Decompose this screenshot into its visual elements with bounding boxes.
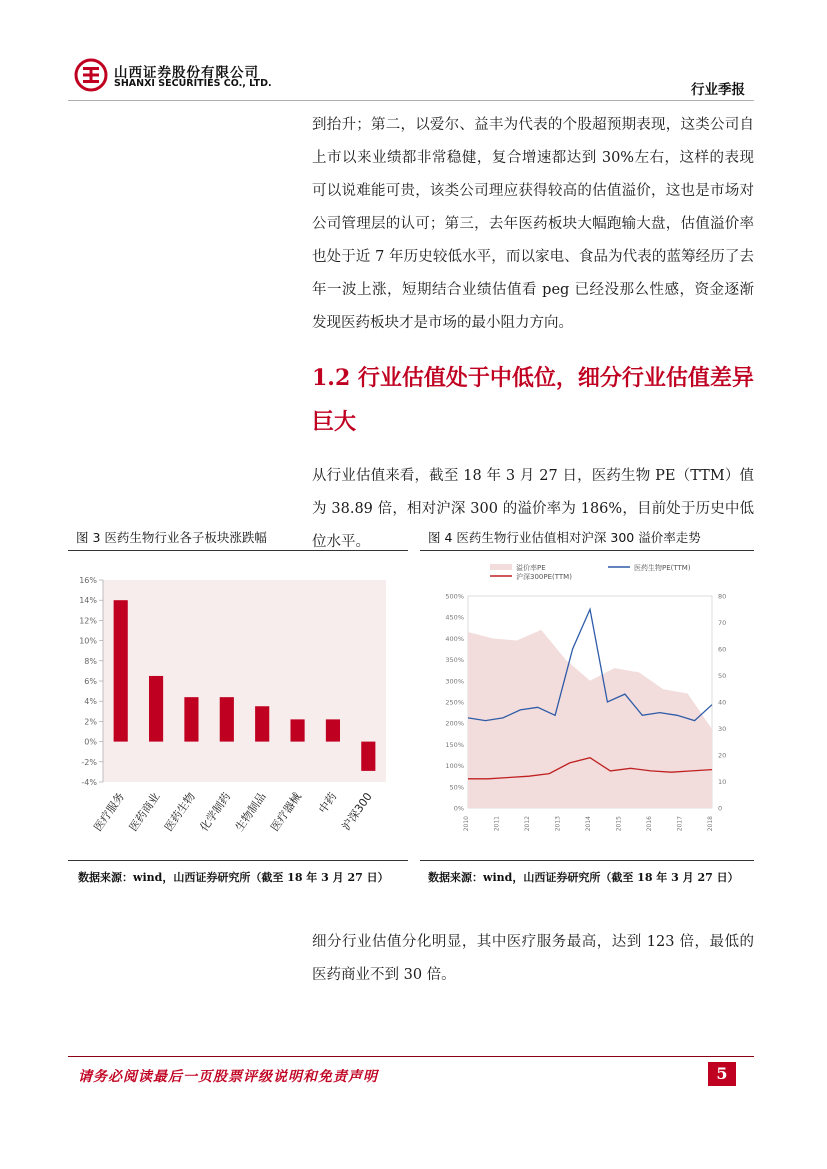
bar <box>149 676 163 742</box>
company-name-en: SHANXI SECURITIES CO., LTD. <box>114 78 272 89</box>
right-tick-label: 10 <box>718 778 727 786</box>
x-tick-label: 生物制品 <box>232 790 269 834</box>
right-tick-label: 50 <box>718 672 727 680</box>
figure4-bottom-rule <box>420 860 754 861</box>
y-tick-label: -4% <box>81 778 97 787</box>
left-tick-label: 400% <box>445 634 464 643</box>
left-tick-label: 250% <box>445 698 464 707</box>
left-tick-label: 0% <box>453 804 464 813</box>
right-tick-label: 30 <box>718 725 727 733</box>
x-tick-label: 2016 <box>646 816 653 832</box>
x-tick-label: 化学制药 <box>197 790 234 834</box>
left-tick-label: 200% <box>445 719 464 728</box>
x-tick-label: 2012 <box>524 816 531 832</box>
right-tick-label: 20 <box>718 751 727 760</box>
left-tick-label: 500% <box>445 592 464 601</box>
x-tick-label: 2014 <box>585 816 592 832</box>
y-tick-label: 10% <box>79 636 97 646</box>
left-tick-label: 300% <box>445 677 464 686</box>
x-tick-label: 2015 <box>615 816 623 832</box>
legend-swatch <box>490 564 512 570</box>
right-tick-label: 0 <box>718 804 723 813</box>
y-tick-label: 0% <box>84 737 97 747</box>
page-number: 5 <box>708 1062 736 1086</box>
left-tick-label: 350% <box>445 656 464 665</box>
y-tick-label: 16% <box>79 576 97 585</box>
bar <box>290 719 304 741</box>
header-divider <box>68 100 754 101</box>
footer-divider <box>68 1056 754 1057</box>
x-tick-label: 2010 <box>463 816 470 832</box>
figure4-title: 图 4 医药生物行业估值相对沪深 300 溢价率走势 <box>428 530 701 545</box>
legend-label: 沪深300PE(TTM) <box>516 573 572 581</box>
left-tick-label: 100% <box>445 762 464 771</box>
report-type: 行业季报 <box>691 82 745 98</box>
figure3-top-rule <box>68 550 408 551</box>
x-tick-label: 2013 <box>554 816 562 832</box>
y-tick-label: 2% <box>84 717 97 727</box>
figure3-source: 数据来源：wind，山西证券研究所（截至 18 年 3 月 27 日） <box>78 871 389 884</box>
right-tick-label: 70 <box>718 619 727 627</box>
bar <box>326 719 340 741</box>
bar <box>361 742 375 771</box>
legend-label: 溢价率PE <box>516 564 546 572</box>
plot-background <box>103 580 386 782</box>
y-tick-label: 14% <box>79 596 97 606</box>
section-heading: 1.2 行业估值处于中低位，细分行业估值差异巨大 <box>312 365 754 435</box>
y-tick-label: 4% <box>84 697 97 707</box>
x-tick-label: 2011 <box>493 816 501 832</box>
body-paragraph-1: 到抬升；第二，以爱尔、益丰为代表的个股超预期表现，这类公司自上市以来业绩都非常稳健，复合增速都达到 30%左右，这样的表现可以说难能可贵，该类公司理应获得较高的估值溢价，这也是市场对公司管理层的认可；第三，去年医药板块大幅跑输大盘，估值溢价率也处于近 7 年历史较低水平，而以家电、食品为代表的蓝筹经历了去年一波上涨，短期结合业绩估值看 peg 已经没那么性感，资金逐渐发现医药板块才是市场的最小阻力方向。 <box>312 117 754 331</box>
bar <box>114 600 128 741</box>
bar <box>255 706 269 741</box>
x-tick-label: 医疗器械 <box>268 790 305 834</box>
bar <box>184 697 198 741</box>
figure3-bar-chart <box>68 560 408 860</box>
right-tick-label: 60 <box>718 645 727 654</box>
left-tick-label: 50% <box>449 783 464 792</box>
bar <box>220 697 234 741</box>
x-tick-label: 医药商业 <box>126 790 163 834</box>
x-tick-label: 医疗服务 <box>91 790 128 834</box>
figure3-bottom-rule <box>68 860 408 861</box>
right-tick-label: 40 <box>718 698 727 707</box>
left-tick-label: 450% <box>445 613 464 622</box>
figure4-top-rule <box>420 550 754 551</box>
body-paragraph-2: 从行业估值来看，截至 18 年 3 月 27 日，医药生物 PE（TTM）值为 38.89 倍，相对沪深 300 的溢价率为 186%，目前处于历史中低位水平。 <box>312 468 754 550</box>
figure4-line-chart <box>420 556 754 860</box>
y-tick-label: 8% <box>84 656 97 666</box>
figure3-title: 图 3 医药生物行业各子板块涨跌幅 <box>76 530 267 545</box>
left-tick-label: 150% <box>445 740 464 749</box>
right-tick-label: 80 <box>718 592 727 601</box>
company-logo <box>74 58 304 94</box>
legend-label: 医药生物PE(TTM) <box>634 564 691 572</box>
x-tick-label: 中药 <box>316 790 340 816</box>
logo-icon <box>74 58 108 92</box>
disclaimer-text: 请务必阅读最后一页股票评级说明和免责声明 <box>78 1069 378 1085</box>
company-name-cn: 山西证券股份有限公司 <box>114 65 259 81</box>
figure4-source: 数据来源：wind，山西证券研究所（截至 18 年 3 月 27 日） <box>428 871 739 884</box>
y-tick-label: 12% <box>79 616 97 626</box>
y-tick-label: 6% <box>84 677 97 686</box>
x-tick-label: 2018 <box>707 816 714 832</box>
body-paragraph-3: 细分行业估值分化明显，其中医疗服务最高，达到 123 倍，最低的医药商业不到 30 倍。 <box>312 934 754 983</box>
x-tick-label: 医药生物 <box>162 790 198 834</box>
x-tick-label: 沪深300 <box>339 790 375 833</box>
y-tick-label: -2% <box>81 757 97 767</box>
x-tick-label: 2017 <box>676 816 684 832</box>
